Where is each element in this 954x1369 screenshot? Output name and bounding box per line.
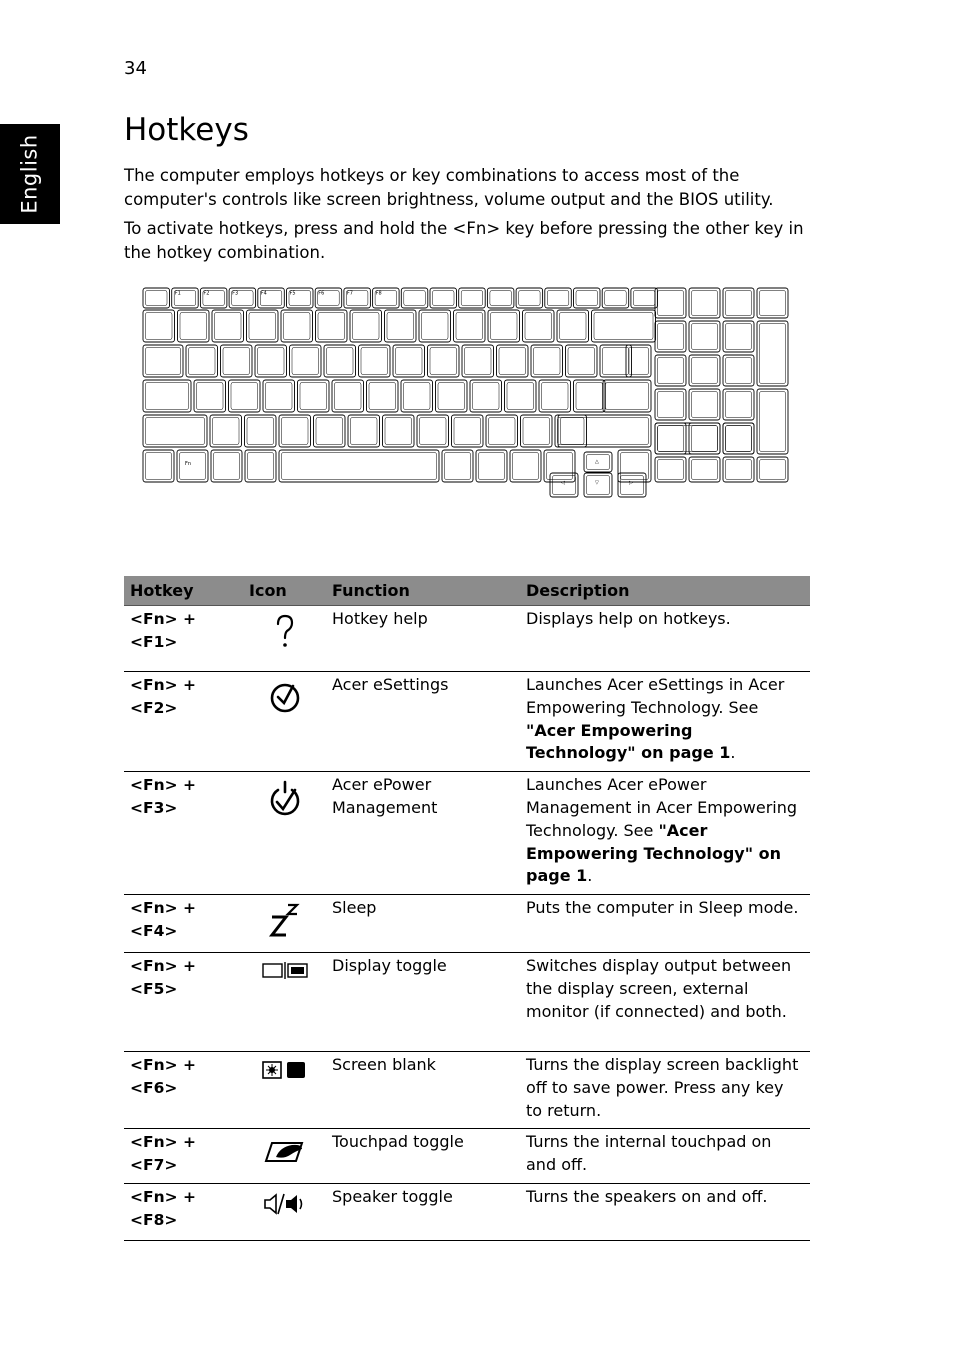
description-cell: Switches display output between the display screen, external monitor (if connected) and both. bbox=[520, 952, 810, 1051]
function-key-label: F4 bbox=[260, 290, 267, 297]
description-cell: Displays help on hotkeys. bbox=[520, 606, 810, 672]
table-header-row bbox=[124, 576, 810, 606]
keyboard-key bbox=[470, 380, 502, 412]
hotkey-cell: <Fn> + <F2> bbox=[124, 672, 243, 772]
keyboard-key bbox=[229, 380, 261, 412]
keyboard-key bbox=[316, 310, 348, 342]
function-row-key bbox=[516, 288, 543, 308]
intro-paragraph-2-before: To activate hotkeys, press and hold the bbox=[124, 219, 453, 238]
header-hotkey: Hotkey bbox=[124, 576, 243, 606]
description-cell: Puts the computer in Sleep mode. bbox=[520, 895, 810, 953]
table-row bbox=[124, 1184, 810, 1241]
function-cell: Acer ePower Management bbox=[326, 772, 520, 895]
page-number: 34 bbox=[124, 58, 147, 79]
keyboard-key bbox=[279, 415, 311, 447]
description-cell: Turns the internal touchpad on and off. bbox=[520, 1129, 810, 1184]
numpad-key bbox=[689, 457, 720, 482]
function-row-key bbox=[401, 288, 428, 308]
table-row bbox=[124, 606, 810, 672]
keyboard-key bbox=[442, 450, 473, 482]
keyboard-key bbox=[143, 310, 175, 342]
fn-key-label: Fn bbox=[185, 461, 192, 467]
spacebar-key bbox=[279, 450, 439, 482]
function-cell: Sleep bbox=[326, 895, 520, 953]
keyboard-key bbox=[417, 415, 449, 447]
keyboard-key bbox=[566, 345, 598, 377]
keyboard-key bbox=[510, 450, 541, 482]
question-mark-icon bbox=[268, 612, 302, 652]
table-row bbox=[124, 1051, 810, 1128]
keyboard-key bbox=[436, 380, 468, 412]
keyboard-key bbox=[555, 415, 587, 447]
numpad-key bbox=[757, 288, 788, 318]
function-cell: Display toggle bbox=[326, 952, 520, 1051]
display-toggle-icon bbox=[260, 959, 310, 981]
page-title: Hotkeys bbox=[124, 112, 249, 148]
function-row-key bbox=[631, 288, 658, 308]
function-row-key bbox=[545, 288, 572, 308]
hotkey-cell: <Fn> + <F5> bbox=[124, 952, 243, 1051]
keyboard-key bbox=[332, 380, 364, 412]
function-key-label: F5 bbox=[289, 290, 296, 297]
numpad-key bbox=[655, 288, 686, 318]
keyboard-key bbox=[419, 310, 451, 342]
function-key-label: F3 bbox=[232, 290, 239, 297]
keyboard-key bbox=[210, 415, 242, 447]
function-cell: Touchpad toggle bbox=[326, 1129, 520, 1184]
function-key-label: F1 bbox=[174, 290, 181, 297]
description-cell: Turns the speakers on and off. bbox=[520, 1184, 810, 1241]
keyboard-key bbox=[359, 345, 391, 377]
intro-paragraph-2 bbox=[124, 217, 814, 265]
table-row bbox=[124, 895, 810, 953]
cross-reference: "Acer Empowering Technology" on page 1 bbox=[526, 820, 782, 886]
keyboard-key bbox=[523, 310, 555, 342]
enter-key bbox=[603, 380, 651, 412]
function-key-label: F2 bbox=[203, 290, 210, 297]
numpad-key bbox=[689, 288, 720, 318]
numpad-key bbox=[689, 389, 720, 420]
function-key-label: F6 bbox=[318, 290, 325, 297]
keyboard-key bbox=[488, 310, 520, 342]
keyboard-key bbox=[428, 345, 460, 377]
keyboard-key bbox=[314, 415, 346, 447]
keyboard-key bbox=[245, 415, 277, 447]
keyboard-key bbox=[557, 310, 589, 342]
speaker-toggle-icon bbox=[262, 1190, 308, 1218]
keyboard-key bbox=[486, 415, 518, 447]
keyboard-key bbox=[212, 310, 244, 342]
keyboard-key bbox=[221, 345, 253, 377]
keyboard-key bbox=[247, 310, 279, 342]
fn-key-reference: <Fn> bbox=[452, 219, 501, 238]
language-tab-label: English bbox=[18, 134, 43, 214]
keyboard-key bbox=[298, 380, 330, 412]
description-cell: Launches Acer eSettings in Acer Empowering Technology. See "Acer Empowering Technology" on page 1. bbox=[520, 672, 810, 772]
header-description: Description bbox=[520, 576, 810, 606]
table-row bbox=[124, 672, 810, 772]
numpad-key bbox=[723, 288, 754, 318]
epower-icon bbox=[268, 778, 302, 820]
keyboard-key bbox=[521, 415, 553, 447]
keyboard-key bbox=[290, 345, 322, 377]
backspace-key bbox=[592, 310, 656, 342]
keyboard-key bbox=[544, 450, 575, 482]
language-tab bbox=[0, 124, 60, 224]
keyboard-key bbox=[497, 345, 529, 377]
intro-paragraph-2-after: key before pressing the other key in the hotkey combination. bbox=[124, 219, 804, 262]
numpad-key bbox=[655, 423, 686, 454]
numpad-key bbox=[655, 457, 686, 482]
shift-key bbox=[143, 415, 207, 447]
numpad-key bbox=[723, 389, 754, 420]
hotkey-table bbox=[124, 576, 810, 1241]
ctrl-key bbox=[143, 450, 174, 482]
function-cell: Speaker toggle bbox=[326, 1184, 520, 1241]
touchpad-toggle-icon bbox=[262, 1135, 308, 1165]
left-arrow-glyph: ◁ bbox=[561, 480, 565, 486]
function-cell: Hotkey help bbox=[326, 606, 520, 672]
keyboard-key bbox=[324, 345, 356, 377]
numpad-key bbox=[723, 423, 754, 454]
keyboard-key bbox=[476, 450, 507, 482]
function-row-key bbox=[487, 288, 514, 308]
header-icon: Icon bbox=[243, 576, 326, 606]
function-key-label: F7 bbox=[346, 290, 353, 297]
function-cell: Screen blank bbox=[326, 1051, 520, 1128]
table-row bbox=[124, 952, 810, 1051]
keyboard-key bbox=[454, 310, 486, 342]
numpad-key bbox=[655, 321, 686, 352]
hotkey-cell: <Fn> + <F8> bbox=[124, 1184, 243, 1241]
keyboard-key bbox=[281, 310, 313, 342]
keyboard-key bbox=[245, 450, 276, 482]
keyboard-illustration bbox=[140, 285, 792, 500]
cross-reference: "Acer Empowering Technology" on page 1 bbox=[526, 720, 731, 763]
keyboard-key bbox=[348, 415, 380, 447]
keyboard-key bbox=[626, 345, 651, 377]
keyboard-key bbox=[531, 345, 563, 377]
numpad-key bbox=[689, 355, 720, 386]
intro-paragraph-1: The computer employs hotkeys or key combinations to access most of the computer's controls like screen brightness, volume output and the BIOS utility. bbox=[124, 166, 774, 209]
keyboard-key bbox=[505, 380, 537, 412]
keyboard-key bbox=[600, 345, 632, 377]
keyboard-key bbox=[194, 380, 226, 412]
description-cell: Turns the display screen backlight off to save power. Press any key to return. bbox=[520, 1051, 810, 1128]
keyboard-key bbox=[383, 415, 415, 447]
down-arrow-glyph: ▽ bbox=[595, 480, 599, 486]
keyboard-key bbox=[263, 380, 295, 412]
description-cell: Launches Acer ePower Management in Acer Empowering Technology. See "Acer Empowering Technology" on page 1. bbox=[520, 772, 810, 895]
up-arrow-glyph: △ bbox=[595, 459, 599, 465]
keyboard-key bbox=[539, 380, 571, 412]
hotkey-cell: <Fn> + <F3> bbox=[124, 772, 243, 895]
hotkey-cell: <Fn> + <F7> bbox=[124, 1129, 243, 1184]
shift-key bbox=[558, 415, 651, 447]
right-arrow-glyph: ▷ bbox=[629, 480, 633, 486]
keyboard-key bbox=[385, 310, 417, 342]
hotkey-cell: <Fn> + <F1> bbox=[124, 606, 243, 672]
screen-blank-icon bbox=[260, 1058, 310, 1082]
caps-key bbox=[143, 380, 191, 412]
function-row-key bbox=[602, 288, 629, 308]
numpad-plus-key bbox=[757, 321, 788, 386]
keyboard-key bbox=[186, 345, 218, 377]
keyboard-key bbox=[255, 345, 287, 377]
sleep-icon bbox=[268, 901, 302, 939]
fn-key bbox=[177, 450, 208, 482]
table-row bbox=[124, 772, 810, 895]
header-function: Function bbox=[326, 576, 520, 606]
numpad-key bbox=[655, 389, 686, 420]
function-cell: Acer eSettings bbox=[326, 672, 520, 772]
function-row-key bbox=[430, 288, 457, 308]
numpad-key bbox=[723, 457, 754, 482]
keyboard-key bbox=[350, 310, 382, 342]
hotkey-cell: <Fn> + <F6> bbox=[124, 1051, 243, 1128]
keyboard-key bbox=[367, 380, 399, 412]
keyboard-key bbox=[211, 450, 242, 482]
esettings-icon bbox=[268, 678, 302, 714]
function-row-key bbox=[143, 288, 170, 308]
numpad-key bbox=[655, 355, 686, 386]
keyboard-key bbox=[393, 345, 425, 377]
hotkey-cell: <Fn> + <F4> bbox=[124, 895, 243, 953]
numpad-enter-key bbox=[757, 389, 788, 454]
keyboard-key bbox=[574, 380, 606, 412]
numpad-zero-key bbox=[655, 423, 720, 454]
keyboard-key bbox=[462, 345, 494, 377]
keyboard-key bbox=[178, 310, 210, 342]
function-key-label: F8 bbox=[375, 290, 382, 297]
keyboard-key bbox=[401, 380, 433, 412]
tab-key bbox=[143, 345, 183, 377]
numpad-key bbox=[723, 423, 754, 454]
numpad-key bbox=[723, 355, 754, 386]
keyboard-key bbox=[452, 415, 484, 447]
function-row-key bbox=[574, 288, 601, 308]
table-row bbox=[124, 1129, 810, 1184]
function-row-key bbox=[459, 288, 486, 308]
numpad-key bbox=[723, 321, 754, 352]
numpad-key bbox=[689, 423, 720, 454]
numpad-key bbox=[757, 457, 788, 482]
numpad-key bbox=[689, 321, 720, 352]
